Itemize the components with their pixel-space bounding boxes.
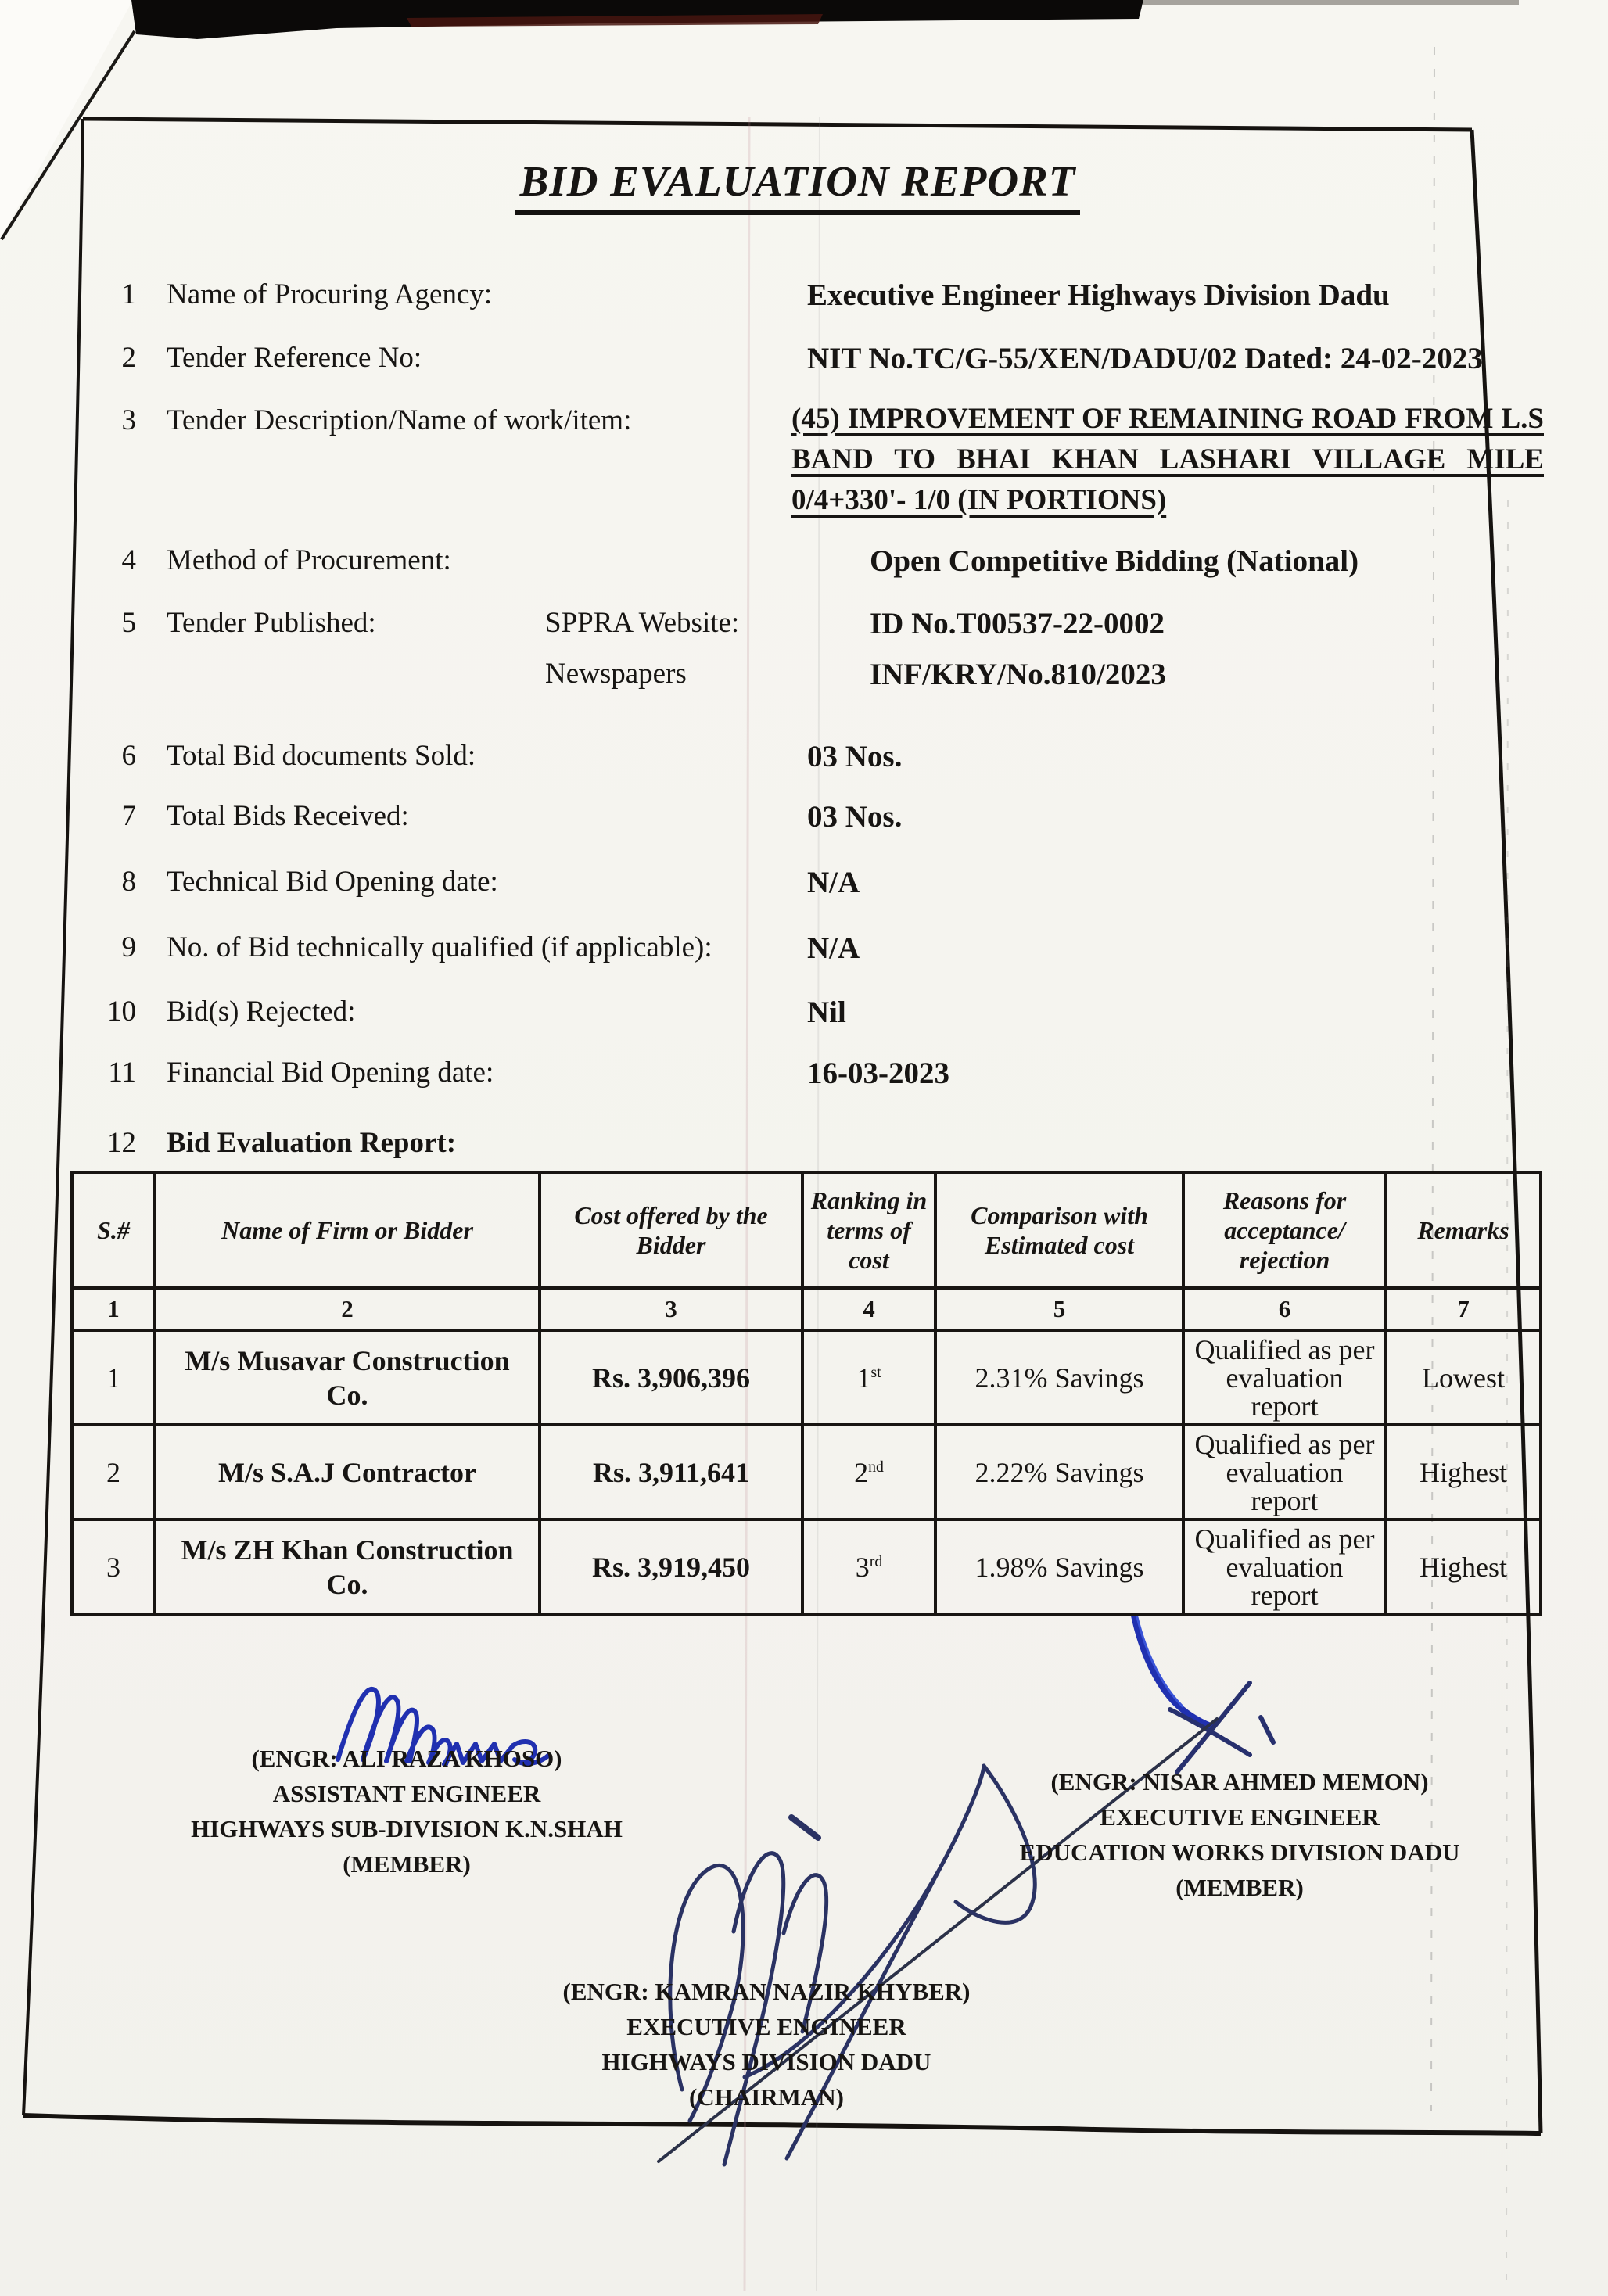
col-number: 1 bbox=[72, 1288, 155, 1330]
signatory-name: (ENGR: NISAR AHMED MEMON) bbox=[1050, 1768, 1429, 1796]
header-serial: S.# bbox=[72, 1172, 155, 1288]
cell-reason: Qualified as per evaluation report bbox=[1183, 1519, 1386, 1614]
table-row bbox=[72, 1425, 1541, 1519]
item-row-5 bbox=[0, 606, 1608, 653]
item-row-7 bbox=[0, 799, 1608, 846]
paper-corner-edge bbox=[2, 31, 135, 239]
signatory-title: ASSISTANT ENGINEER bbox=[272, 1780, 541, 1807]
item-value: 03 Nos. bbox=[807, 740, 903, 773]
item-value: ID No.T00537-22-0002 bbox=[870, 607, 1165, 640]
document-title: BID EVALUATION REPORT bbox=[515, 156, 1081, 215]
table-row bbox=[72, 1330, 1541, 1425]
header-comparison: Comparison with Estimated cost bbox=[935, 1172, 1183, 1288]
cell-remarks: Lowest bbox=[1386, 1330, 1541, 1425]
col-number: 7 bbox=[1386, 1288, 1541, 1330]
page-frame-top bbox=[83, 119, 1472, 130]
header-ranking: Ranking in terms of cost bbox=[802, 1172, 935, 1288]
cell-remarks: Highest bbox=[1386, 1425, 1541, 1519]
cell-rank bbox=[802, 1330, 935, 1425]
item-row-5b bbox=[0, 657, 1608, 704]
signatory-block-chairman bbox=[477, 1974, 1056, 2115]
col-number: 5 bbox=[935, 1288, 1183, 1330]
rank-value: 3 bbox=[855, 1551, 870, 1583]
item-value: 16-03-2023 bbox=[807, 1057, 949, 1090]
item-label: Total Bids Received: bbox=[167, 800, 409, 832]
col-number: 4 bbox=[802, 1288, 935, 1330]
item-row-8 bbox=[0, 865, 1608, 912]
table-column-number-row bbox=[72, 1288, 1541, 1330]
item-sublabel: SPPRA Website: bbox=[545, 607, 740, 639]
cell-cost: Rs. 3,911,641 bbox=[540, 1425, 802, 1519]
page-frame-bottom bbox=[23, 2115, 1541, 2133]
item-number: 11 bbox=[108, 1057, 136, 1089]
signatory-title: EXECUTIVE ENGINEER bbox=[1100, 1803, 1380, 1831]
cell-cost: Rs. 3,919,450 bbox=[540, 1519, 802, 1614]
item-row-1 bbox=[0, 278, 1608, 325]
signatory-title: EXECUTIVE ENGINEER bbox=[626, 2013, 906, 2040]
item-value: Open Competitive Bidding (National) bbox=[870, 544, 1359, 578]
cell-firm: M/s Musavar Construction Co. bbox=[155, 1330, 540, 1425]
cell-cost: Rs. 3,906,396 bbox=[540, 1330, 802, 1425]
item-value: N/A bbox=[807, 866, 860, 899]
cell-serial: 3 bbox=[72, 1519, 155, 1614]
signatory-name: (ENGR: ALI RAZA KHOSO) bbox=[251, 1745, 562, 1772]
item-row-2 bbox=[0, 341, 1608, 388]
cell-comparison: 2.22% Savings bbox=[935, 1425, 1183, 1519]
rank-value: 2 bbox=[854, 1456, 869, 1488]
rank-suffix: rd bbox=[869, 1552, 883, 1570]
cell-remarks: Highest bbox=[1386, 1519, 1541, 1614]
signatory-block-member-1 bbox=[117, 1741, 696, 1882]
document-title-wrap bbox=[438, 156, 1158, 215]
signatory-name: (ENGR: KAMRAN NAZIR KHYBER) bbox=[562, 1978, 971, 2005]
item-row-9 bbox=[0, 931, 1608, 978]
item-row-6 bbox=[0, 739, 1608, 786]
item-label: Name of Procuring Agency: bbox=[167, 278, 493, 310]
item-number: 1 bbox=[121, 278, 136, 310]
item-row-12 bbox=[0, 1126, 1608, 1173]
table-header-row bbox=[72, 1172, 1541, 1288]
signatory-division: HIGHWAYS DIVISION DADU bbox=[601, 2048, 931, 2075]
cell-reason: Qualified as per evaluation report bbox=[1183, 1425, 1386, 1519]
item-number: 12 bbox=[107, 1127, 136, 1159]
signatory-role: (MEMBER) bbox=[343, 1850, 471, 1878]
item-number: 5 bbox=[121, 607, 136, 639]
rank-value: 1 bbox=[856, 1361, 871, 1394]
signatory-block-member-2 bbox=[927, 1764, 1552, 1905]
item-label: Bid(s) Rejected: bbox=[167, 996, 356, 1028]
cell-comparison: 1.98% Savings bbox=[935, 1519, 1183, 1614]
item-value: Nil bbox=[807, 996, 846, 1029]
bid-evaluation-table bbox=[70, 1171, 1542, 1616]
signatory-role: (MEMBER) bbox=[1175, 1874, 1304, 1901]
cell-comparison: 2.31% Savings bbox=[935, 1330, 1183, 1425]
col-number: 2 bbox=[155, 1288, 540, 1330]
item-row-10 bbox=[0, 995, 1608, 1042]
item-label: Technical Bid Opening date: bbox=[167, 866, 498, 898]
item-value: INF/KRY/No.810/2023 bbox=[870, 658, 1166, 691]
item-label: Total Bid documents Sold: bbox=[167, 740, 476, 772]
cell-firm: M/s ZH Khan Construction Co. bbox=[155, 1519, 540, 1614]
item-number: 3 bbox=[121, 404, 136, 436]
signatory-role: (CHAIRMAN) bbox=[688, 2083, 845, 2111]
item-label: Financial Bid Opening date: bbox=[167, 1057, 494, 1089]
col-number: 3 bbox=[540, 1288, 802, 1330]
item-number: 9 bbox=[121, 931, 136, 963]
signatory-division: HIGHWAYS SUB-DIVISION K.N.SHAH bbox=[191, 1815, 623, 1842]
item-value: NIT No.TC/G-55/XEN/DADU/02 Dated: 24-02-2023 bbox=[807, 342, 1483, 375]
tender-description-value: (45) IMPROVEMENT OF REMAINING ROAD FROM L.S BAND TO BHAI KHAN LASHARI VILLAGE MILE 0/4+330'- 1/0 (IN PORTIONS) bbox=[791, 403, 1544, 516]
cell-reason: Qualified as per evaluation report bbox=[1183, 1330, 1386, 1425]
item-number: 8 bbox=[121, 866, 136, 898]
item-sublabel: Newspapers bbox=[545, 658, 687, 690]
signatory-division: EDUCATION WORKS DIVISION DADU bbox=[1019, 1839, 1460, 1866]
item-value: 03 Nos. bbox=[807, 800, 903, 834]
cell-firm: M/s S.A.J Contractor bbox=[155, 1425, 540, 1519]
top-right-noise-strip bbox=[1143, 0, 1519, 5]
item-label: Bid Evaluation Report: bbox=[167, 1127, 457, 1159]
rank-suffix: nd bbox=[868, 1458, 884, 1476]
item-number: 10 bbox=[107, 996, 136, 1028]
item-number: 7 bbox=[121, 800, 136, 832]
item-number: 2 bbox=[121, 342, 136, 374]
header-firm: Name of Firm or Bidder bbox=[155, 1172, 540, 1288]
table-row bbox=[72, 1519, 1541, 1614]
item-label: Method of Procurement: bbox=[167, 544, 451, 576]
header-cost: Cost offered by the Bidder bbox=[540, 1172, 802, 1288]
col-number: 6 bbox=[1183, 1288, 1386, 1330]
item-value: Executive Engineer Highways Division Dadu bbox=[807, 278, 1390, 312]
header-remarks: Remarks bbox=[1386, 1172, 1541, 1288]
item-number: 6 bbox=[121, 740, 136, 772]
header-reasons: Reasons for acceptance/ rejection bbox=[1183, 1172, 1386, 1288]
cell-rank bbox=[802, 1425, 935, 1519]
rank-suffix: st bbox=[870, 1363, 881, 1381]
item-label: Tender Reference No: bbox=[167, 342, 422, 374]
cell-rank bbox=[802, 1519, 935, 1614]
item-row-4 bbox=[0, 544, 1608, 590]
cell-serial: 2 bbox=[72, 1425, 155, 1519]
item-label: Tender Description/Name of work/item: bbox=[167, 404, 632, 436]
item-label: No. of Bid technically qualified (if applicable): bbox=[167, 931, 712, 963]
item-value: N/A bbox=[807, 931, 860, 965]
item-label: Tender Published: bbox=[167, 607, 376, 639]
cell-serial: 1 bbox=[72, 1330, 155, 1425]
item-row-11 bbox=[0, 1056, 1608, 1103]
item-number: 4 bbox=[121, 544, 136, 576]
